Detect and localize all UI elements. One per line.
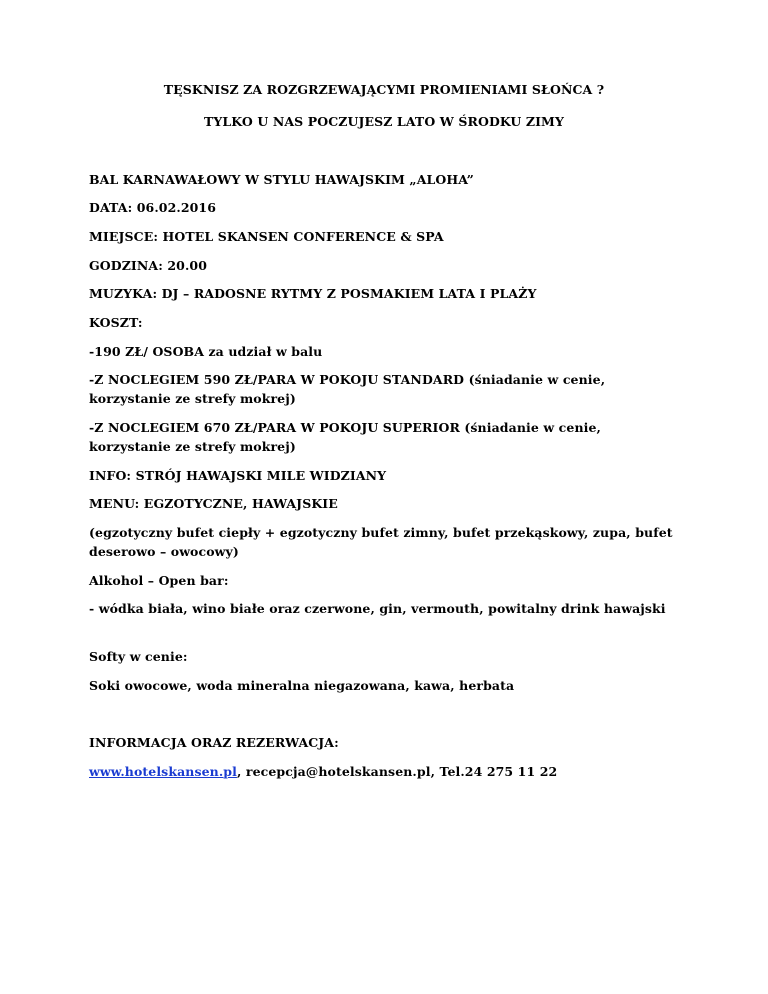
event-place: MIEJSCE: HOTEL SKANSEN CONFERENCE & SPA xyxy=(89,229,444,244)
menu-label: MENU: EGZOTYCZNE, HAWAJSKIE xyxy=(89,496,338,511)
event-time: GODZINA: 20.00 xyxy=(89,258,208,273)
event-title: BAL KARNAWAŁOWY W STYLU HAWAJSKIM „ALOHA” xyxy=(89,172,474,187)
contact-line xyxy=(89,762,679,781)
heading-line-1: TĘSKNISZ ZA ROZGRZEWAJĄCYMI PROMIENIAMI SŁOŃCA ? xyxy=(163,82,605,97)
event-music: MUZYKA: DJ – RADOSNE RYTMY Z POSMAKIEM LATA I PLAŻY xyxy=(89,286,537,301)
website-link[interactable]: www.hotelskansen.pl xyxy=(89,764,237,779)
softs-label: Softy w cenie: xyxy=(89,649,188,664)
event-date: DATA: 06.02.2016 xyxy=(89,200,217,215)
cost-option-3: -Z NOCLEGIEM 670 ZŁ/PARA W POKOJU SUPERIOR (śniadanie w cenie, korzystanie ze strefy mokrej) xyxy=(89,420,601,454)
alcohol-label: Alkohol – Open bar: xyxy=(89,573,229,588)
cost-option-1: -190 ZŁ/ OSOBA za udział w balu xyxy=(89,344,323,359)
menu-details: (egzotyczny bufet ciepły + egzotyczny bufet zimny, bufet przekąskowy, zupa, bufet deserowo – owocowy) xyxy=(89,525,673,559)
heading-line-2: TYLKO U NAS POCZUJESZ LATO W ŚRODKU ZIMY xyxy=(203,114,565,129)
alcohol-details: - wódka biała, wino białe oraz czerwone, gin, vermouth, powitalny drink hawajski xyxy=(89,601,666,616)
cost-label: KOSZT: xyxy=(89,315,143,330)
softs-details: Soki owocowe, woda mineralna niegazowana, kawa, herbata xyxy=(89,678,515,693)
info-text: INFO: STRÓJ HAWAJSKI MILE WIDZIANY xyxy=(89,468,387,483)
contact-label: INFORMACJA ORAZ REZERWACJA: xyxy=(89,735,339,750)
contact-details: , recepcja@hotelskansen.pl, Tel.24 275 11 22 xyxy=(236,764,558,779)
cost-option-2: -Z NOCLEGIEM 590 ZŁ/PARA W POKOJU STANDARD (śniadanie w cenie, korzystanie ze strefy mokrej) xyxy=(89,372,606,406)
